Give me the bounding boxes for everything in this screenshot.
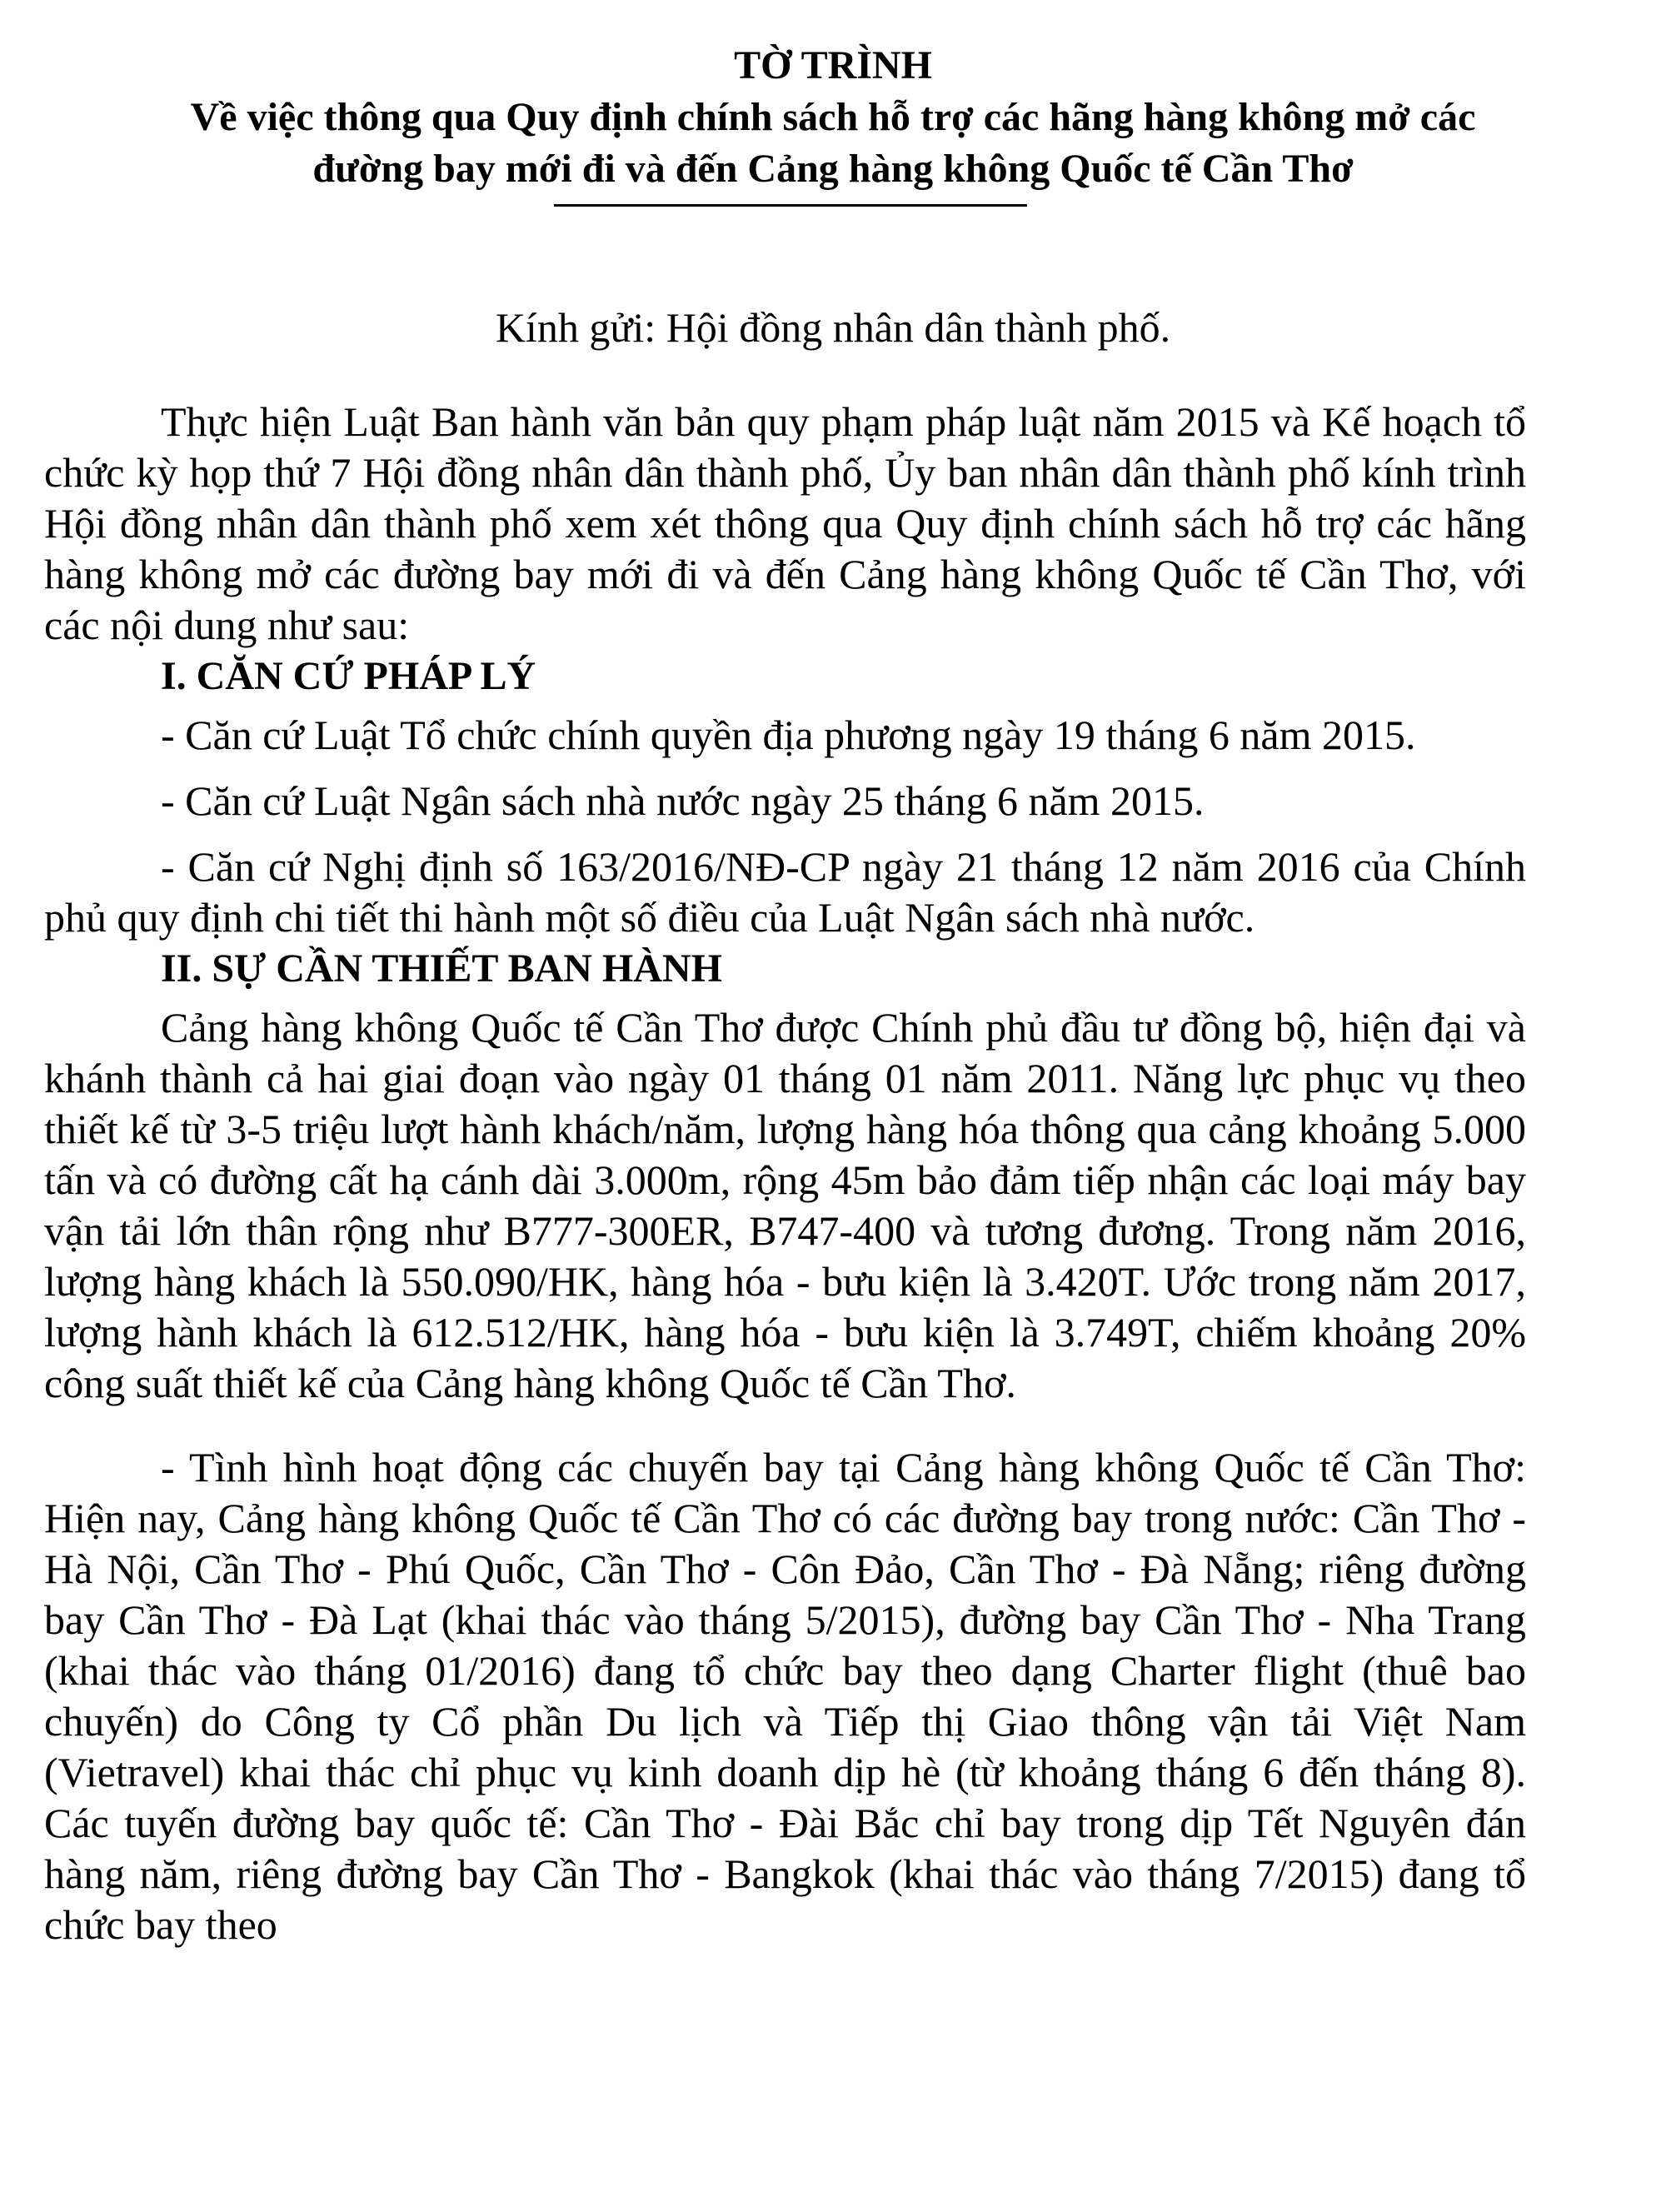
intro-paragraph: Thực hiện Luật Ban hành văn bản quy phạm pháp luật năm 2015 và Kế hoạch tổ chức kỳ họp thứ 7 Hội đồng nhân dân thành phố, Ủy ban nhân dân thành phố kính trình Hội đồng nhân dân thành phố xem xét thông qua Quy định chính sách hỗ trợ các hãng hàng không mở các đường bay mới đi và đến Cảng hàng không Quốc tế Cần Thơ, với các nội dung như sau:: [44, 398, 1526, 648]
legal-basis-item: - Căn cứ Luật Ngân sách nhà nước ngày 25 tháng 6 năm 2015.: [161, 777, 1205, 824]
document-subtitle-line-2: đường bay mới đi và đến Cảng hàng không Quốc tế Cần Thơ: [312, 147, 1354, 191]
section-2-heading: II. SỰ CẦN THIẾT BAN HÀNH: [161, 946, 722, 991]
title-underline-rule: [554, 204, 1027, 207]
document-header: [0, 40, 1666, 195]
section-2-paragraph: Cảng hàng không Quốc tế Cần Thơ được Chính phủ đầu tư đồng bộ, hiện đại và khánh thành cả hai giai đoạn vào ngày 01 tháng 01 năm 2011. Năng lực phục vụ theo thiết kế từ 3-5 triệu lượt hành khách/năm, lượng hàng hóa thông qua cảng khoảng 5.000 tấn và có đường cất hạ cánh dài 3.000m, rộng 45m bảo đảm tiếp nhận các loại máy bay vận tải lớn thân rộng như B777-300ER, B747-400 và tương đương. Trong năm 2016, lượng hàng khách là 550.090/HK, hàng hóa - bưu kiện là 3.420T. Ước trong năm 2017, lượng hành khách là 612.512/HK, hàng hóa - bưu kiện là 3.749T, chiếm khoảng 20% công suất thiết kế của Cảng hàng không Quốc tế Cần Thơ.: [44, 1004, 1526, 1406]
document-subtitle-line-1: Về việc thông qua Quy định chính sách hỗ trợ các hãng hàng không mở các: [190, 95, 1476, 139]
legal-basis-item: - Căn cứ Luật Tổ chức chính quyền địa phương ngày 19 tháng 6 năm 2015.: [161, 712, 1416, 758]
document-body: [44, 397, 1526, 1950]
greeting-line: Kính gửi: Hội đồng nhân dân thành phố.: [495, 304, 1171, 351]
document-title: TỜ TRÌNH: [734, 43, 932, 87]
legal-basis-item: - Căn cứ Nghị định số 163/2016/NĐ-CP ngày 21 tháng 12 năm 2016 của Chính phủ quy định chi tiết thi hành một số điều của Luật Ngân sách nhà nước.: [44, 843, 1526, 941]
section-2-paragraph: - Tình hình hoạt động các chuyến bay tại Cảng hàng không Quốc tế Cần Thơ: Hiện nay, Cảng hàng không Quốc tế Cần Thơ có các đường bay trong nước: Cần Thơ - Hà Nội, Cần Thơ - Phú Quốc, Cần Thơ - Côn Đảo, Cần Thơ - Đà Nẵng; riêng đường bay Cần Thơ - Đà Lạt (khai thác vào tháng 5/2015), đường bay Cần Thơ - Nha Trang (khai thác vào tháng 01/2016) đang tổ chức bay theo dạng Charter flight (thuê bao chuyến) do Công ty Cổ phần Du lịch và Tiếp thị Giao thông vận tải Việt Nam (Vietravel) khai thác chỉ phục vụ kinh doanh dịp hè (từ khoảng tháng 6 đến tháng 8). Các tuyến đường bay quốc tế: Cần Thơ - Đài Bắc chỉ bay trong dịp Tết Nguyên đán hàng năm, riêng đường bay Cần Thơ - Bangkok (khai thác vào tháng 7/2015) đang tổ chức bay theo: [44, 1444, 1526, 1948]
section-1-heading: I. CĂN CỨ PHÁP LÝ: [161, 654, 536, 698]
